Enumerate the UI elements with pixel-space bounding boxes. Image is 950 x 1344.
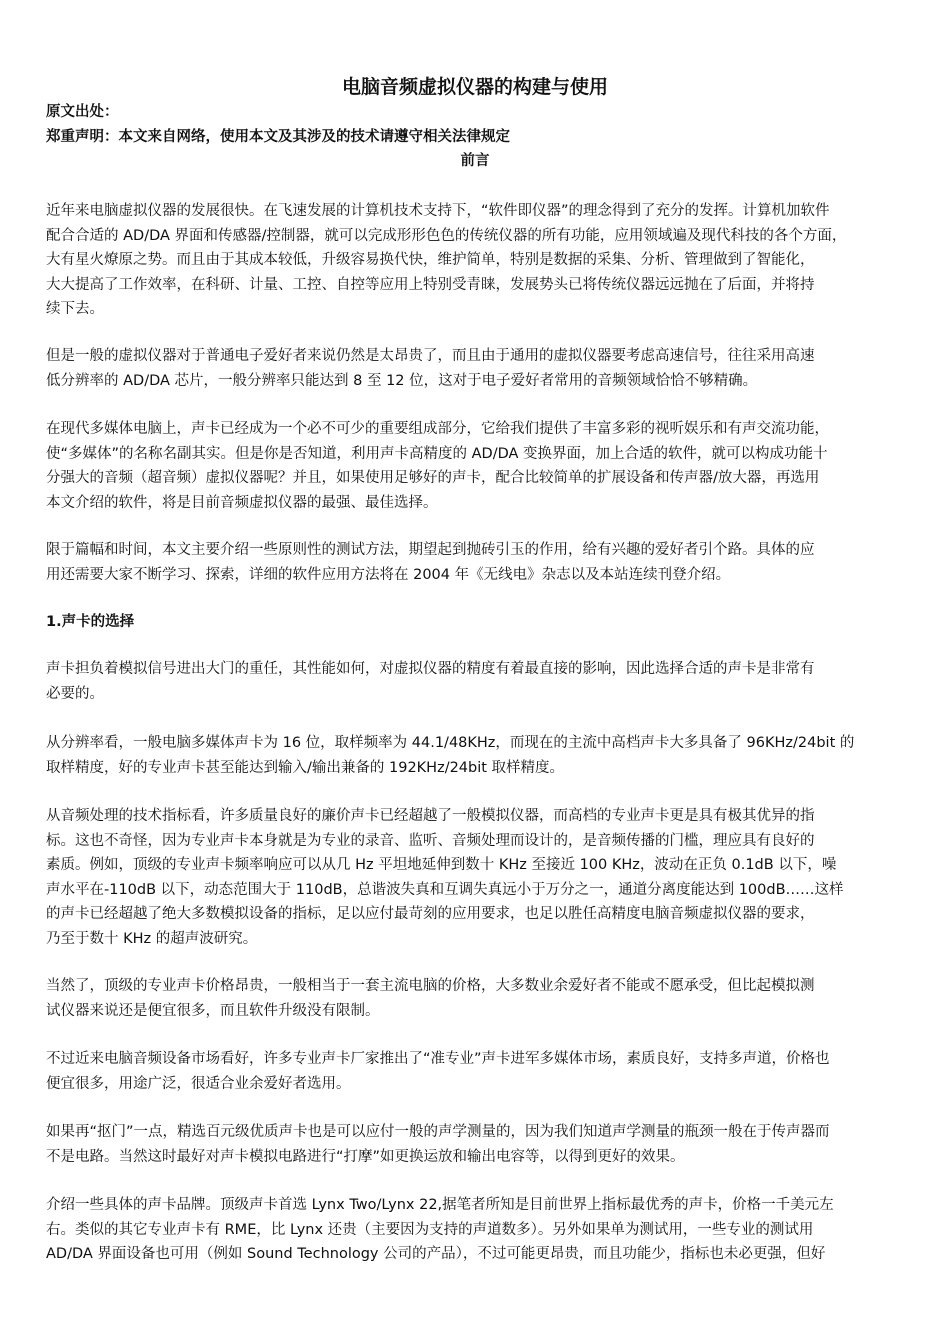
preface-heading: 前言 — [460, 153, 490, 169]
section-paragraph-2: 从分辨率看，一般电脑多媒体声卡为 16 位，取样频率为 44.1/48KHz，而现在的主流中高档声卡大多具备了 96KHz/24bit 的 取样精度，好的专业声卡甚至能达到输入/输出兼备的 192KHz/24bit 取样精度。 — [46, 735, 855, 776]
intro-paragraph-4: 限于篇幅和时间，本文主要介绍一些原则性的测试方法，期望起到抛砖引玉的作用，给有兴趣的爱好者引个路。具体的应 用还需要大家不断学习、探索，详细的软件应用方法将在 2004 年《无线电》杂志以及本站连续刊登介绍。 — [46, 542, 815, 583]
intro-paragraph-2: 但是一般的虚拟仪器对于普通电子爱好者来说仍然是太昂贵了，而且由于通用的虚拟仪器要考虑高速信号，往往采用高速 低分辨率的 AD/DA 芯片，一般分辨率只能达到 8 至 12 位，这对于电子爱好者常用的音频领域恰恰不够精确。 — [46, 348, 815, 389]
source-label: 原文出处： — [46, 104, 119, 120]
section-paragraph-7: 介绍一些具体的声卡品牌。顶级声卡首选 Lynx Two/Lynx 22,据笔者所知是目前世界上指标最优秀的声卡，价格一千美元左 右。类似的其它专业声卡有 RME，比 Lynx 还贵（主要因为支持的声道数多）。另外如果单为测试用，一些专业的测试用 AD/DA 界面设备也可用（例如 Sound Technology 公司的产品），不过可能更昂贵，而且功能少，指标也未必更强，但好 — [46, 1197, 834, 1263]
section-paragraph-4: 当然了，顶级的专业声卡价格昂贵，一般相当于一套主流电脑的价格，大多数业余爱好者不能或不愿承受，但比起模拟测 试仪器来说还是便宜很多，而且软件升级没有限制。 — [46, 978, 815, 1019]
section-paragraph-5: 不过近来电脑音频设备市场看好，许多专业声卡厂家推出了“准专业”声卡进军多媒体市场，素质良好，支持多声道，价格也 便宜很多，用途广泛，很适合业余爱好者选用。 — [46, 1051, 830, 1092]
section-heading-sound-card: 1.声卡的选择 — [46, 614, 135, 630]
section-paragraph-3: 从音频处理的技术指标看，许多质量良好的廉价声卡已经超越了一般模拟仪器，而高档的专业声卡更是具有极其优异的指 标。这也不奇怪，因为专业声卡本身就是为专业的录音、监听、音频处理而设计的，是音频传播的门槛，理应具有良好的 素质。例如，顶级的专业声卡频率响应可以从几 Hz 平坦地延伸到数十 KHz 至接近 100 KHz，波动在正负 0.1dB 以下，噪 声水平在-110dB 以下，动态范围大于 110dB，总谐波失真和互调失真远小于万分之一，通道分离度能达到 100dB……这样 的声卡已经超越了绝大多数模拟设备的指标，足以应付最苛刻的应用要求，也足以胜任高精度电脑音频虚拟仪器的要求， 乃至于数十 KHz 的超声波研究。 — [46, 808, 844, 947]
intro-paragraph-3: 在现代多媒体电脑上，声卡已经成为一个必不可少的重要组成部分，它给我们提供了丰富多彩的视听娱乐和有声交流功能， 使“多媒体”的名称名副其实。但是你是否知道，利用声卡高精度的 AD/DA 变换界面，加上合适的软件，就可以构成功能十 分强大的音频（超音频）虚拟仪器呢？并且，如果使用足够好的声卡，配合比较简单的扩展设备和传声器/放大器，再选用 本文介绍的软件，将是目前音频虚拟仪器的最强、最佳选择。 — [46, 421, 829, 511]
section-paragraph-6: 如果再“抠门”一点，精选百元级优质声卡也是可以应付一般的声学测量的，因为我们知道声学测量的瓶颈一般在于传声器而 不是电路。当然这时最好对声卡模拟电路进行“打摩”如更换运放和输出电容等，以得到更好的效果。 — [46, 1124, 830, 1165]
legal-notice: 郑重声明：本文来自网络，使用本文及其涉及的技术请遵守相关法律规定 — [46, 129, 510, 145]
intro-paragraph-1: 近年来电脑虚拟仪器的发展很快。在飞速发展的计算机技术支持下，“软件即仪器”的理念得到了充分的发挥。计算机加软件 配合合适的 AD/DA 界面和传感器/控制器，就可以完成形形色色的传统仪器的所有功能，应用领域遍及现代科技的各个方面， 大有星火燎原之势。而且由于其成本较低，升级容易换代快，维护简单，特别是数据的采集、分析、管理做到了智能化， 大大提高了工作效率，在科研、计量、工控、自控等应用上特别受青睐，发展势头已将传统仪器远远抛在了后面，并将持 续下去。 — [46, 203, 847, 318]
section-paragraph-1: 声卡担负着模拟信号进出大门的重任，其性能如何，对虚拟仪器的精度有着最直接的影响，因此选择合适的声卡是非常有 必要的。 — [46, 661, 815, 702]
document-title: 电脑音频虚拟仪器的构建与使用 — [341, 76, 608, 98]
